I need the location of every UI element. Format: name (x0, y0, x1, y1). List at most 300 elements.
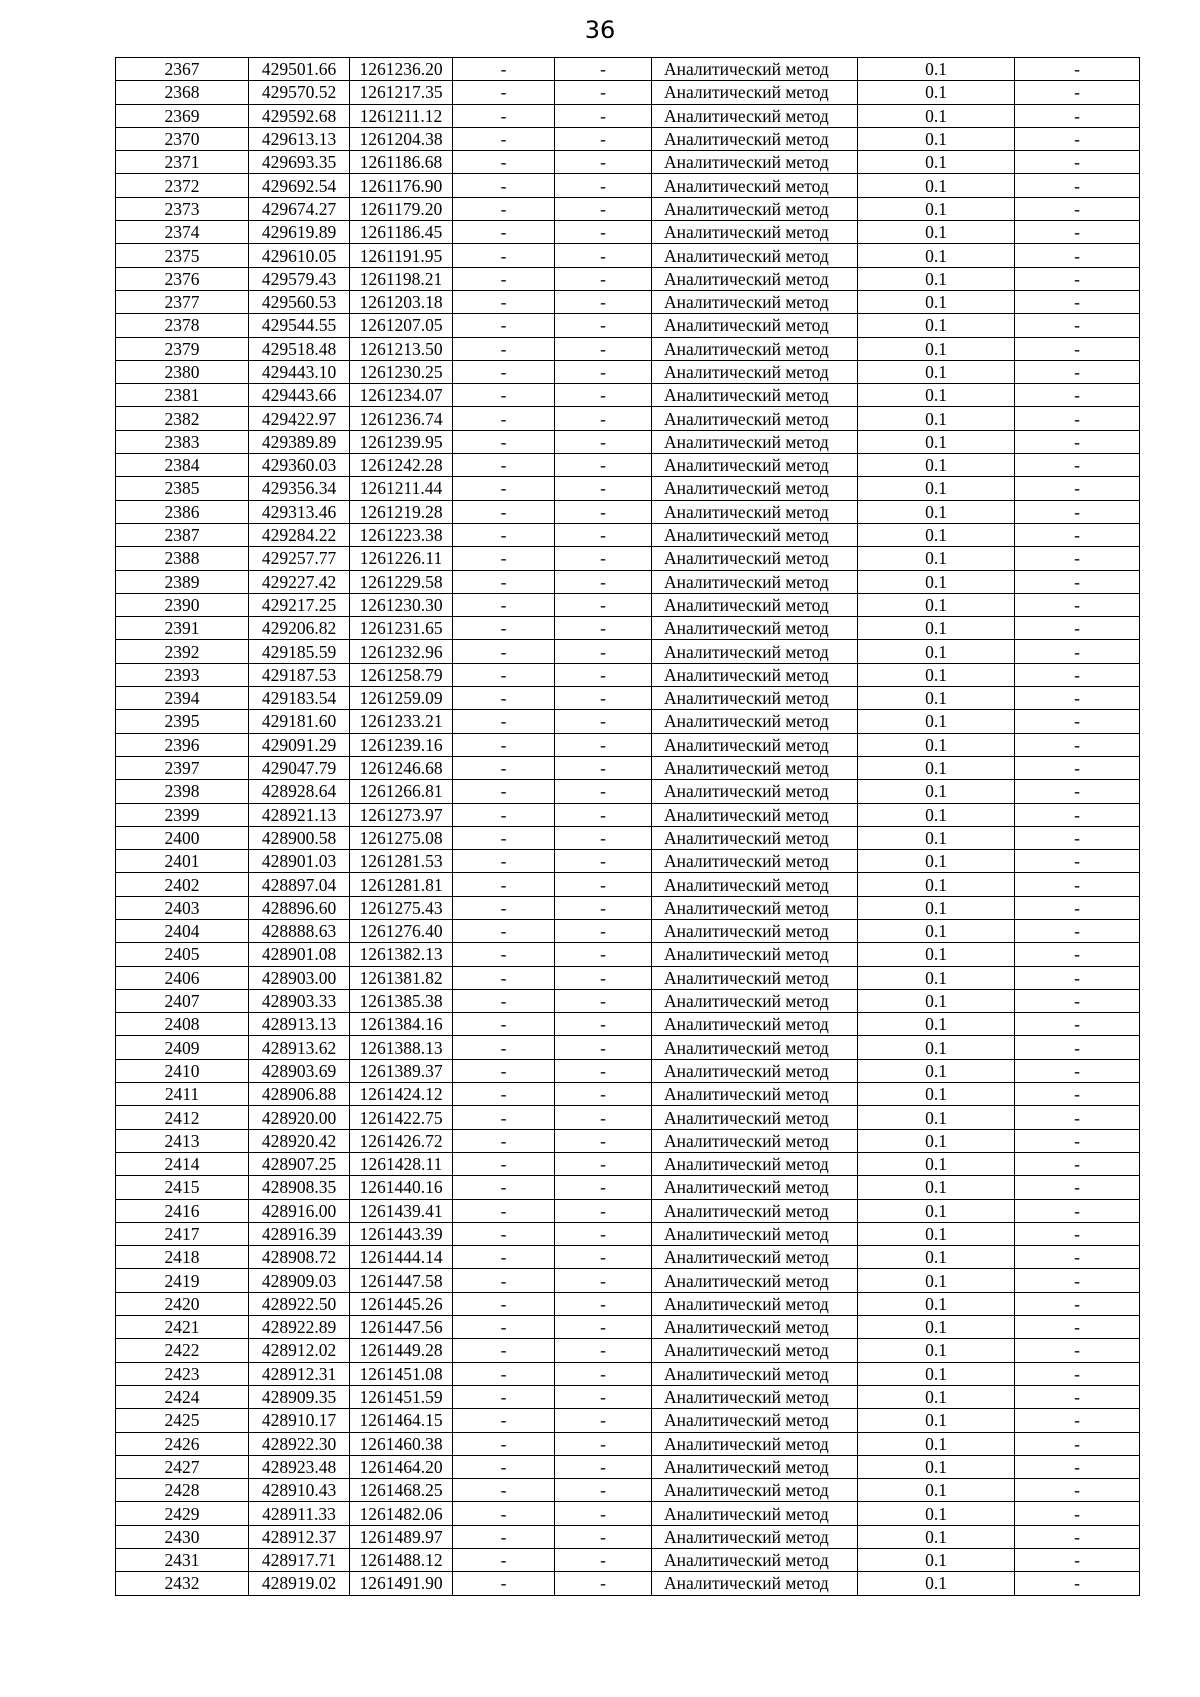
precision-cell: 0.1 (858, 989, 1015, 1012)
x-coordinate-cell: 429613.13 (249, 127, 350, 150)
dash-cell: - (555, 221, 652, 244)
precision-cell: 0.1 (858, 337, 1015, 360)
precision-cell: 0.1 (858, 221, 1015, 244)
x-coordinate-cell: 428906.88 (249, 1083, 350, 1106)
precision-cell: 0.1 (858, 127, 1015, 150)
dash-cell: - (1015, 640, 1140, 663)
dash-cell: - (1015, 1339, 1140, 1362)
y-coordinate-cell: 1261275.43 (350, 896, 453, 919)
point-number-cell: 2387 (116, 523, 249, 546)
y-coordinate-cell: 1261281.53 (350, 850, 453, 873)
dash-cell: - (453, 221, 555, 244)
dash-cell: - (555, 407, 652, 430)
point-number-cell: 2412 (116, 1106, 249, 1129)
precision-cell: 0.1 (858, 687, 1015, 710)
precision-cell: 0.1 (858, 803, 1015, 826)
x-coordinate-cell: 428896.60 (249, 896, 350, 919)
table-row (116, 58, 1140, 81)
x-coordinate-cell: 429693.35 (249, 151, 350, 174)
y-coordinate-cell: 1261234.07 (350, 384, 453, 407)
x-coordinate-cell: 428919.02 (249, 1572, 350, 1595)
x-coordinate-cell: 428922.50 (249, 1292, 350, 1315)
dash-cell: - (453, 314, 555, 337)
x-coordinate-cell: 429206.82 (249, 617, 350, 640)
y-coordinate-cell: 1261179.20 (350, 197, 453, 220)
x-coordinate-cell: 429544.55 (249, 314, 350, 337)
table-row (116, 1572, 1140, 1595)
point-number-cell: 2422 (116, 1339, 249, 1362)
dash-cell: - (555, 1572, 652, 1595)
x-coordinate-cell: 429091.29 (249, 733, 350, 756)
dash-cell: - (453, 710, 555, 733)
dash-cell: - (1015, 477, 1140, 500)
point-number-cell: 2415 (116, 1176, 249, 1199)
dash-cell: - (555, 1106, 652, 1129)
method-cell: Аналитический метод (652, 1246, 858, 1269)
dash-cell: - (1015, 617, 1140, 640)
dash-cell: - (453, 943, 555, 966)
y-coordinate-cell: 1261233.21 (350, 710, 453, 733)
table-row (116, 1292, 1140, 1315)
method-cell: Аналитический метод (652, 290, 858, 313)
dash-cell: - (555, 896, 652, 919)
y-coordinate-cell: 1261449.28 (350, 1339, 453, 1362)
precision-cell: 0.1 (858, 570, 1015, 593)
method-cell: Аналитический метод (652, 127, 858, 150)
method-cell: Аналитический метод (652, 1292, 858, 1315)
x-coordinate-cell: 429227.42 (249, 570, 350, 593)
dash-cell: - (555, 1502, 652, 1525)
method-cell: Аналитический метод (652, 1152, 858, 1175)
dash-cell: - (453, 477, 555, 500)
y-coordinate-cell: 1261239.95 (350, 430, 453, 453)
point-number-cell: 2394 (116, 687, 249, 710)
method-cell: Аналитический метод (652, 943, 858, 966)
point-number-cell: 2384 (116, 454, 249, 477)
method-cell: Аналитический метод (652, 1106, 858, 1129)
point-number-cell: 2428 (116, 1479, 249, 1502)
precision-cell: 0.1 (858, 1432, 1015, 1455)
dash-cell: - (1015, 919, 1140, 942)
dash-cell: - (555, 1362, 652, 1385)
precision-cell: 0.1 (858, 1083, 1015, 1106)
dash-cell: - (453, 523, 555, 546)
y-coordinate-cell: 1261384.16 (350, 1013, 453, 1036)
dash-cell: - (555, 1036, 652, 1059)
method-cell: Аналитический метод (652, 407, 858, 430)
dash-cell: - (1015, 197, 1140, 220)
precision-cell: 0.1 (858, 1036, 1015, 1059)
x-coordinate-cell: 428928.64 (249, 780, 350, 803)
x-coordinate-cell: 429181.60 (249, 710, 350, 733)
method-cell: Аналитический метод (652, 523, 858, 546)
dash-cell: - (453, 687, 555, 710)
method-cell: Аналитический метод (652, 500, 858, 523)
point-number-cell: 2379 (116, 337, 249, 360)
y-coordinate-cell: 1261381.82 (350, 966, 453, 989)
table-row (116, 756, 1140, 779)
precision-cell: 0.1 (858, 1409, 1015, 1432)
dash-cell: - (1015, 81, 1140, 104)
dash-cell: - (555, 337, 652, 360)
point-number-cell: 2425 (116, 1409, 249, 1432)
point-number-cell: 2409 (116, 1036, 249, 1059)
dash-cell: - (1015, 1269, 1140, 1292)
dash-cell: - (555, 640, 652, 663)
dash-cell: - (453, 756, 555, 779)
precision-cell: 0.1 (858, 500, 1015, 523)
precision-cell: 0.1 (858, 1455, 1015, 1478)
point-number-cell: 2395 (116, 710, 249, 733)
x-coordinate-cell: 429592.68 (249, 104, 350, 127)
dash-cell: - (555, 1222, 652, 1245)
dash-cell: - (453, 873, 555, 896)
table-row (116, 1222, 1140, 1245)
dash-cell: - (555, 477, 652, 500)
method-cell: Аналитический метод (652, 1036, 858, 1059)
y-coordinate-cell: 1261468.25 (350, 1479, 453, 1502)
method-cell: Аналитический метод (652, 337, 858, 360)
table-row (116, 989, 1140, 1012)
point-number-cell: 2416 (116, 1199, 249, 1222)
precision-cell: 0.1 (858, 547, 1015, 570)
table-row (116, 1106, 1140, 1129)
point-number-cell: 2414 (116, 1152, 249, 1175)
dash-cell: - (555, 1292, 652, 1315)
dash-cell: - (555, 966, 652, 989)
precision-cell: 0.1 (858, 1479, 1015, 1502)
dash-cell: - (555, 873, 652, 896)
table-row (116, 1316, 1140, 1339)
dash-cell: - (555, 500, 652, 523)
dash-cell: - (555, 1409, 652, 1432)
table-row (116, 1246, 1140, 1269)
method-cell: Аналитический метод (652, 1316, 858, 1339)
x-coordinate-cell: 429047.79 (249, 756, 350, 779)
dash-cell: - (453, 1129, 555, 1152)
method-cell: Аналитический метод (652, 919, 858, 942)
precision-cell: 0.1 (858, 943, 1015, 966)
y-coordinate-cell: 1261443.39 (350, 1222, 453, 1245)
x-coordinate-cell: 428920.00 (249, 1106, 350, 1129)
dash-cell: - (555, 58, 652, 81)
point-number-cell: 2380 (116, 360, 249, 383)
y-coordinate-cell: 1261464.15 (350, 1409, 453, 1432)
table-row (116, 663, 1140, 686)
point-number-cell: 2377 (116, 290, 249, 313)
dash-cell: - (453, 617, 555, 640)
dash-cell: - (453, 1106, 555, 1129)
y-coordinate-cell: 1261198.21 (350, 267, 453, 290)
method-cell: Аналитический метод (652, 1432, 858, 1455)
point-number-cell: 2372 (116, 174, 249, 197)
table-row (116, 290, 1140, 313)
dash-cell: - (453, 81, 555, 104)
precision-cell: 0.1 (858, 617, 1015, 640)
dash-cell: - (1015, 850, 1140, 873)
dash-cell: - (453, 430, 555, 453)
y-coordinate-cell: 1261226.11 (350, 547, 453, 570)
y-coordinate-cell: 1261230.30 (350, 593, 453, 616)
table-row (116, 1199, 1140, 1222)
dash-cell: - (1015, 1129, 1140, 1152)
method-cell: Аналитический метод (652, 593, 858, 616)
precision-cell: 0.1 (858, 290, 1015, 313)
table-row (116, 873, 1140, 896)
method-cell: Аналитический метод (652, 1385, 858, 1408)
point-number-cell: 2368 (116, 81, 249, 104)
dash-cell: - (453, 1246, 555, 1269)
y-coordinate-cell: 1261388.13 (350, 1036, 453, 1059)
point-number-cell: 2423 (116, 1362, 249, 1385)
dash-cell: - (453, 127, 555, 150)
dash-cell: - (555, 710, 652, 733)
table-row (116, 943, 1140, 966)
x-coordinate-cell: 428913.62 (249, 1036, 350, 1059)
method-cell: Аналитический метод (652, 896, 858, 919)
point-number-cell: 2381 (116, 384, 249, 407)
point-number-cell: 2405 (116, 943, 249, 966)
method-cell: Аналитический метод (652, 1549, 858, 1572)
table-row (116, 430, 1140, 453)
point-number-cell: 2403 (116, 896, 249, 919)
precision-cell: 0.1 (858, 1525, 1015, 1548)
dash-cell: - (453, 1409, 555, 1432)
x-coordinate-cell: 429518.48 (249, 337, 350, 360)
dash-cell: - (1015, 547, 1140, 570)
precision-cell: 0.1 (858, 1339, 1015, 1362)
precision-cell: 0.1 (858, 81, 1015, 104)
method-cell: Аналитический метод (652, 197, 858, 220)
precision-cell: 0.1 (858, 1549, 1015, 1572)
dash-cell: - (453, 1199, 555, 1222)
dash-cell: - (555, 1059, 652, 1082)
y-coordinate-cell: 1261440.16 (350, 1176, 453, 1199)
precision-cell: 0.1 (858, 663, 1015, 686)
table-row (116, 221, 1140, 244)
dash-cell: - (555, 81, 652, 104)
point-number-cell: 2411 (116, 1083, 249, 1106)
point-number-cell: 2392 (116, 640, 249, 663)
y-coordinate-cell: 1261382.13 (350, 943, 453, 966)
dash-cell: - (1015, 896, 1140, 919)
table-row (116, 384, 1140, 407)
x-coordinate-cell: 428910.17 (249, 1409, 350, 1432)
table-row (116, 593, 1140, 616)
table-row (116, 267, 1140, 290)
dash-cell: - (453, 407, 555, 430)
point-number-cell: 2385 (116, 477, 249, 500)
precision-cell: 0.1 (858, 1316, 1015, 1339)
method-cell: Аналитический метод (652, 640, 858, 663)
y-coordinate-cell: 1261451.59 (350, 1385, 453, 1408)
dash-cell: - (555, 570, 652, 593)
table-row (116, 314, 1140, 337)
dash-cell: - (555, 780, 652, 803)
dash-cell: - (453, 337, 555, 360)
dash-cell: - (453, 454, 555, 477)
table-row (116, 1385, 1140, 1408)
point-number-cell: 2421 (116, 1316, 249, 1339)
point-number-cell: 2431 (116, 1549, 249, 1572)
x-coordinate-cell: 429610.05 (249, 244, 350, 267)
y-coordinate-cell: 1261266.81 (350, 780, 453, 803)
precision-cell: 0.1 (858, 640, 1015, 663)
dash-cell: - (1015, 104, 1140, 127)
precision-cell: 0.1 (858, 1106, 1015, 1129)
dash-cell: - (1015, 1409, 1140, 1432)
y-coordinate-cell: 1261281.81 (350, 873, 453, 896)
method-cell: Аналитический метод (652, 989, 858, 1012)
dash-cell: - (1015, 1106, 1140, 1129)
method-cell: Аналитический метод (652, 1525, 858, 1548)
dash-cell: - (555, 290, 652, 313)
method-cell: Аналитический метод (652, 1362, 858, 1385)
dash-cell: - (1015, 337, 1140, 360)
point-number-cell: 2413 (116, 1129, 249, 1152)
point-number-cell: 2432 (116, 1572, 249, 1595)
table-row (116, 244, 1140, 267)
dash-cell: - (1015, 1013, 1140, 1036)
y-coordinate-cell: 1261223.38 (350, 523, 453, 546)
method-cell: Аналитический метод (652, 104, 858, 127)
point-number-cell: 2382 (116, 407, 249, 430)
dash-cell: - (555, 1152, 652, 1175)
precision-cell: 0.1 (858, 826, 1015, 849)
method-cell: Аналитический метод (652, 850, 858, 873)
dash-cell: - (555, 1013, 652, 1036)
method-cell: Аналитический метод (652, 360, 858, 383)
x-coordinate-cell: 429257.77 (249, 547, 350, 570)
dash-cell: - (1015, 1176, 1140, 1199)
dash-cell: - (1015, 523, 1140, 546)
x-coordinate-cell: 428909.35 (249, 1385, 350, 1408)
dash-cell: - (1015, 1199, 1140, 1222)
dash-cell: - (555, 547, 652, 570)
precision-cell: 0.1 (858, 756, 1015, 779)
point-number-cell: 2402 (116, 873, 249, 896)
dash-cell: - (1015, 430, 1140, 453)
table-row (116, 127, 1140, 150)
table-row (116, 1362, 1140, 1385)
point-number-cell: 2410 (116, 1059, 249, 1082)
dash-cell: - (555, 127, 652, 150)
y-coordinate-cell: 1261236.74 (350, 407, 453, 430)
x-coordinate-cell: 429389.89 (249, 430, 350, 453)
precision-cell: 0.1 (858, 780, 1015, 803)
dash-cell: - (453, 244, 555, 267)
point-number-cell: 2383 (116, 430, 249, 453)
dash-cell: - (555, 663, 652, 686)
table-row (116, 1479, 1140, 1502)
y-coordinate-cell: 1261259.09 (350, 687, 453, 710)
dash-cell: - (1015, 1362, 1140, 1385)
y-coordinate-cell: 1261444.14 (350, 1246, 453, 1269)
dash-cell: - (453, 1176, 555, 1199)
dash-cell: - (555, 1479, 652, 1502)
dash-cell: - (453, 151, 555, 174)
y-coordinate-cell: 1261273.97 (350, 803, 453, 826)
point-number-cell: 2396 (116, 733, 249, 756)
precision-cell: 0.1 (858, 1362, 1015, 1385)
x-coordinate-cell: 428912.37 (249, 1525, 350, 1548)
dash-cell: - (1015, 221, 1140, 244)
precision-cell: 0.1 (858, 873, 1015, 896)
precision-cell: 0.1 (858, 896, 1015, 919)
dash-cell: - (453, 803, 555, 826)
method-cell: Аналитический метод (652, 477, 858, 500)
y-coordinate-cell: 1261242.28 (350, 454, 453, 477)
point-number-cell: 2429 (116, 1502, 249, 1525)
dash-cell: - (555, 850, 652, 873)
method-cell: Аналитический метод (652, 617, 858, 640)
point-number-cell: 2378 (116, 314, 249, 337)
method-cell: Аналитический метод (652, 1409, 858, 1432)
dash-cell: - (555, 919, 652, 942)
dash-cell: - (555, 943, 652, 966)
dash-cell: - (555, 360, 652, 383)
dash-cell: - (453, 1036, 555, 1059)
precision-cell: 0.1 (858, 314, 1015, 337)
coordinates-table (115, 57, 1140, 1596)
y-coordinate-cell: 1261211.12 (350, 104, 453, 127)
table-row (116, 500, 1140, 523)
precision-cell: 0.1 (858, 966, 1015, 989)
method-cell: Аналитический метод (652, 570, 858, 593)
dash-cell: - (1015, 1222, 1140, 1245)
method-cell: Аналитический метод (652, 1083, 858, 1106)
dash-cell: - (453, 570, 555, 593)
x-coordinate-cell: 428903.69 (249, 1059, 350, 1082)
method-cell: Аналитический метод (652, 1479, 858, 1502)
x-coordinate-cell: 429360.03 (249, 454, 350, 477)
table-row (116, 1036, 1140, 1059)
point-number-cell: 2375 (116, 244, 249, 267)
table-row (116, 1176, 1140, 1199)
table-row (116, 81, 1140, 104)
method-cell: Аналитический метод (652, 1269, 858, 1292)
table-row (116, 523, 1140, 546)
table-row (116, 826, 1140, 849)
precision-cell: 0.1 (858, 1385, 1015, 1408)
dash-cell: - (555, 1246, 652, 1269)
dash-cell: - (1015, 267, 1140, 290)
dash-cell: - (1015, 1549, 1140, 1572)
point-number-cell: 2389 (116, 570, 249, 593)
dash-cell: - (1015, 58, 1140, 81)
dash-cell: - (453, 1083, 555, 1106)
x-coordinate-cell: 428910.43 (249, 1479, 350, 1502)
precision-cell: 0.1 (858, 523, 1015, 546)
x-coordinate-cell: 428922.89 (249, 1316, 350, 1339)
dash-cell: - (453, 290, 555, 313)
method-cell: Аналитический метод (652, 547, 858, 570)
dash-cell: - (453, 733, 555, 756)
x-coordinate-cell: 428921.13 (249, 803, 350, 826)
table-row (116, 151, 1140, 174)
table-row (116, 360, 1140, 383)
table-row (116, 1455, 1140, 1478)
dash-cell: - (555, 826, 652, 849)
y-coordinate-cell: 1261219.28 (350, 500, 453, 523)
table-row (116, 547, 1140, 570)
table-row (116, 1152, 1140, 1175)
x-coordinate-cell: 428916.39 (249, 1222, 350, 1245)
precision-cell: 0.1 (858, 407, 1015, 430)
dash-cell: - (1015, 1455, 1140, 1478)
dash-cell: - (1015, 756, 1140, 779)
dash-cell: - (1015, 1152, 1140, 1175)
